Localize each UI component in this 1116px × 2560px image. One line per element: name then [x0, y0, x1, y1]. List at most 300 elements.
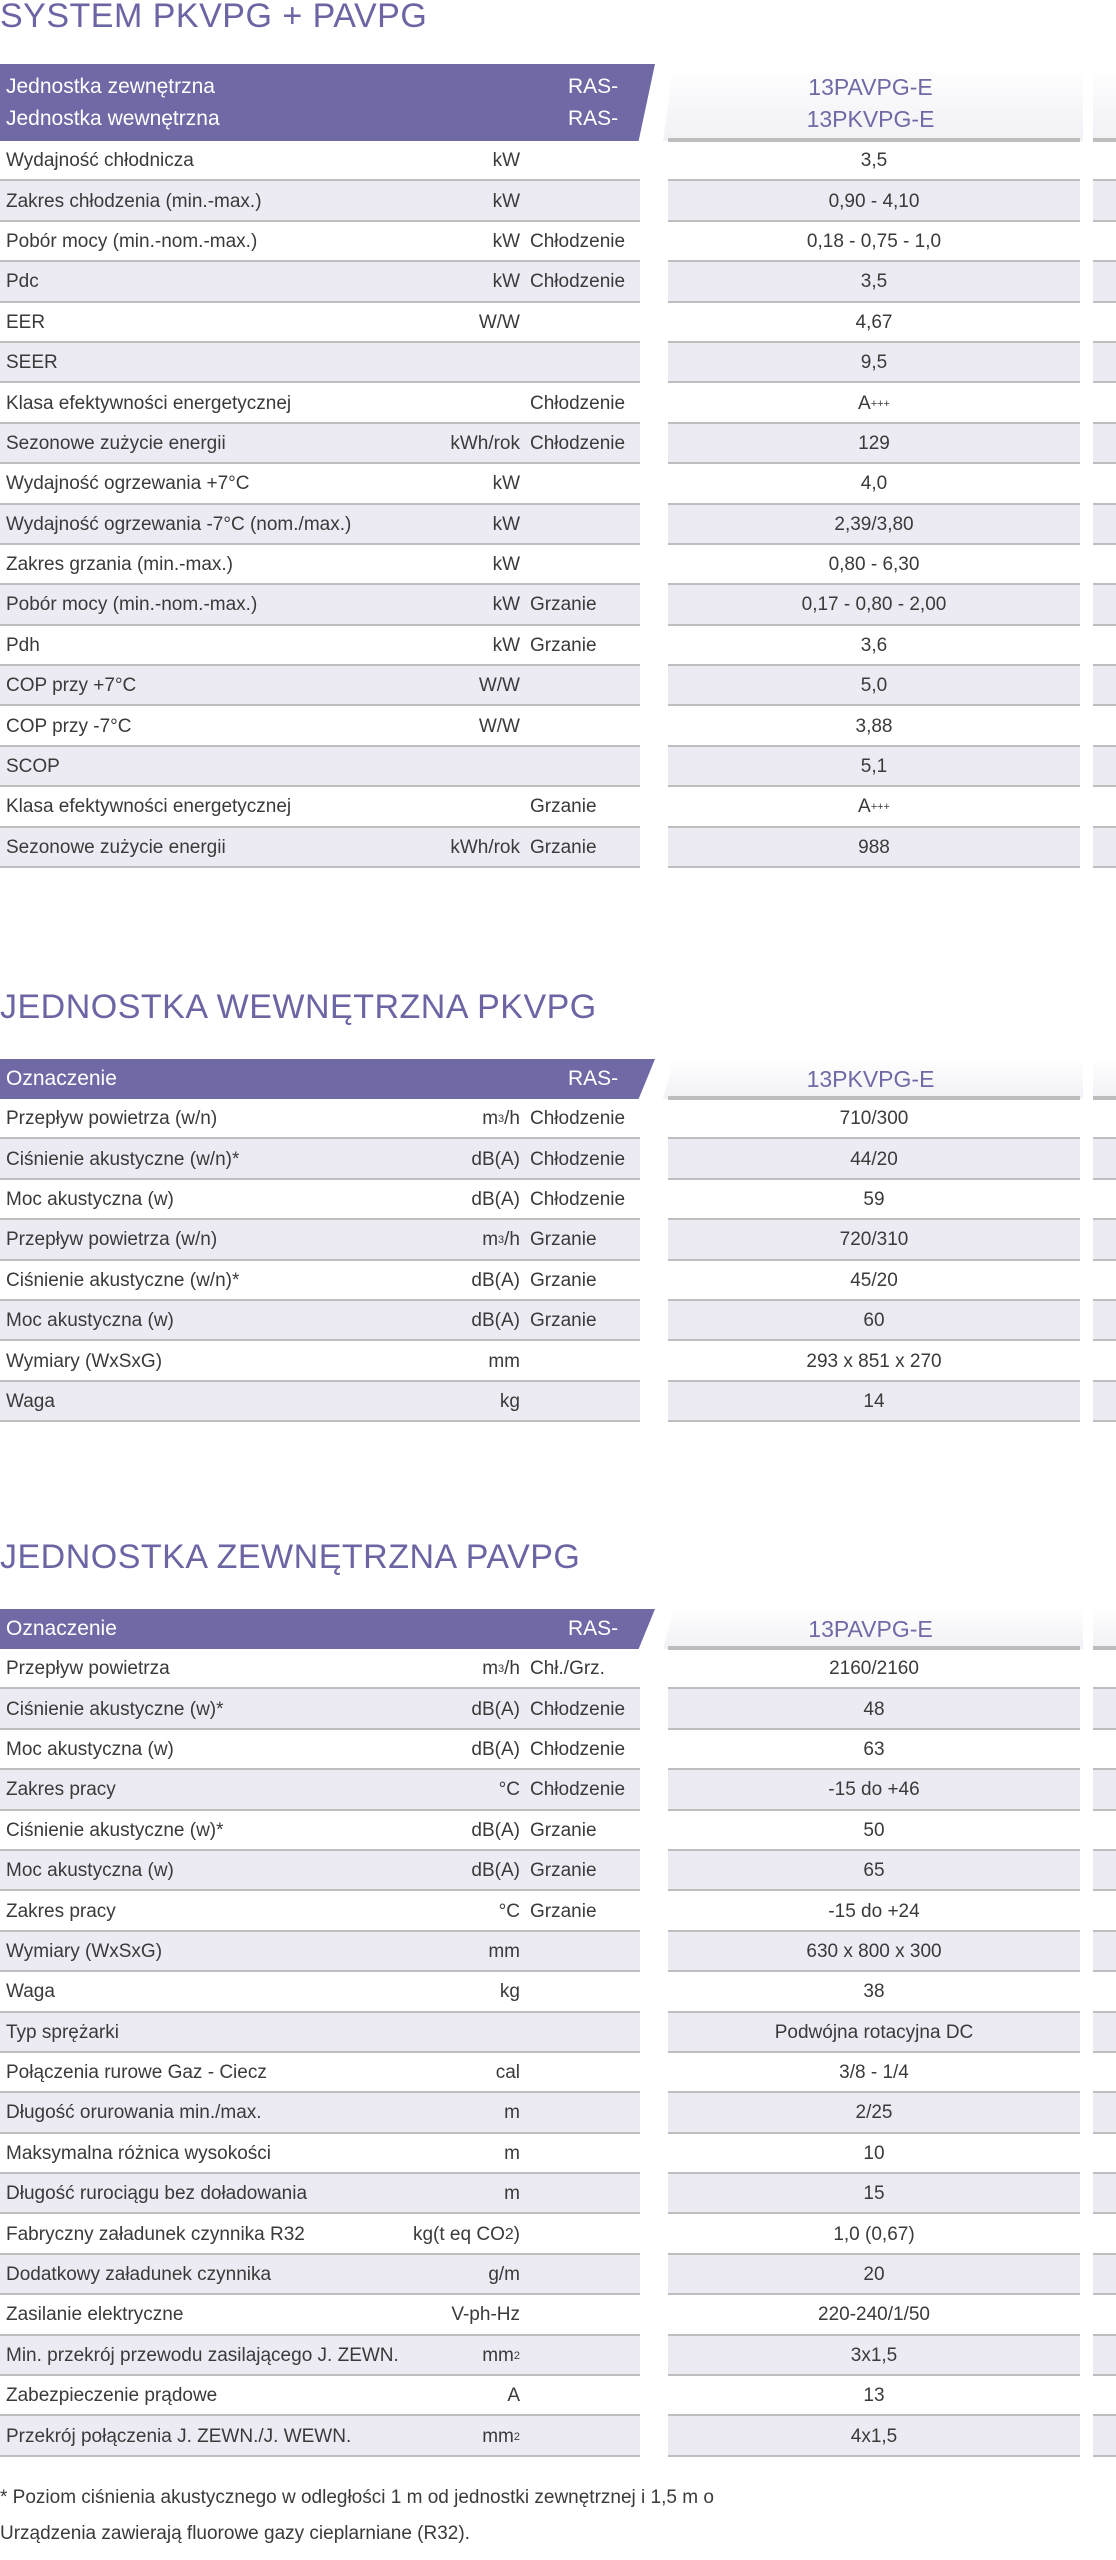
value-text: 50: [863, 1819, 885, 1841]
row-value: A +++: [858, 796, 890, 818]
table-row: [0, 2013, 1116, 2053]
row-unit: [380, 181, 520, 221]
row-label: Sezonowe zużycie energii: [6, 432, 226, 454]
row-unit: [380, 666, 520, 706]
row-value: [668, 1301, 1080, 1341]
row-value: [668, 2214, 1080, 2254]
row-label: Ciśnienie akustyczne (w/n)*: [6, 1269, 240, 1291]
value-text: -15 do +46: [828, 1779, 920, 1801]
row-unit: [380, 2214, 520, 2254]
unit-text: kW: [492, 554, 520, 576]
value-text: 0,17 - 0,80 - 2,00: [801, 594, 947, 616]
unit-text: W/W: [478, 675, 520, 697]
table-row: [0, 585, 1116, 625]
row-mode: [530, 747, 640, 787]
header-ras-indoor: RAS-: [568, 106, 619, 130]
row-mode: [530, 2013, 640, 2053]
table-row: [0, 2255, 1116, 2295]
row-unit: m 3 /h: [482, 1108, 520, 1130]
unit-text: kW: [492, 230, 520, 252]
row-mode: [530, 464, 640, 504]
row-value: [668, 343, 1080, 383]
header-model: 13PAVPG-E: [808, 1616, 933, 1642]
row-mode: [530, 1341, 640, 1381]
row-label: COP przy +7°C: [6, 675, 137, 697]
row-unit: [380, 1261, 520, 1301]
row-value: [668, 2255, 1080, 2295]
value-text: 5,0: [860, 675, 888, 697]
table-row: [0, 1301, 1116, 1341]
row-unit: [380, 1180, 520, 1220]
row-label: Ciśnienie akustyczne (w)*: [6, 1819, 224, 1841]
row-unit: [380, 2295, 520, 2335]
value-text: 38: [863, 1981, 885, 2003]
row-value: [668, 2376, 1080, 2416]
row-mode: [530, 2255, 640, 2295]
value-text: 0,90 - 4,10: [828, 190, 920, 212]
row-value: [668, 545, 1080, 585]
row-value: A +++: [858, 392, 890, 414]
header-model: 13PKVPG-E: [806, 1066, 935, 1092]
header-label: Oznaczenie: [6, 1617, 117, 1640]
row-value: [668, 1649, 1080, 1689]
row-unit: [380, 585, 520, 625]
row-mode: Grzanie: [530, 1819, 597, 1841]
unit-text: m: [504, 2183, 520, 2205]
value-text: 988: [858, 836, 890, 858]
footnote-acoustic: * Poziom ciśnienia akustycznego w odległości 1 m od jednostki zewnętrznej i 1,5 m o: [0, 2487, 714, 2508]
table-row: [0, 666, 1116, 706]
row-mode: [530, 1972, 640, 2012]
value-text: 1,0 (0,67): [833, 2223, 915, 2245]
row-label: Fabryczny załadunek czynnika R32: [6, 2223, 305, 2245]
row-value: [668, 303, 1080, 343]
table-header: [0, 1059, 1116, 1099]
table-row: [0, 1261, 1116, 1301]
row-label: Wydajność ogrzewania -7°C (nom./max.): [6, 513, 352, 535]
value-text: 4x1,5: [850, 2425, 898, 2447]
unit-text: kW: [492, 513, 520, 535]
row-unit: [380, 1770, 520, 1810]
row-label: Moc akustyczna (w): [6, 1860, 174, 1882]
row-unit: [380, 303, 520, 343]
value-text: 710/300: [839, 1108, 909, 1130]
row-value: [668, 1382, 1080, 1422]
row-value: [668, 1891, 1080, 1931]
row-mode: Grzanie: [530, 1229, 597, 1251]
unit-text: kg: [499, 1390, 520, 1412]
row-label: Pdh: [6, 634, 40, 656]
value-text: 10: [863, 2142, 885, 2164]
row-value: [668, 1180, 1080, 1220]
row-label: Przepływ powietrza (w/n): [6, 1229, 218, 1251]
table-row: [0, 1851, 1116, 1891]
unit-text: m: [504, 2142, 520, 2164]
table-row: [0, 545, 1116, 585]
value-text: 59: [863, 1188, 885, 1210]
row-value: [668, 666, 1080, 706]
row-unit: [380, 1972, 520, 2012]
row-mode: Chłodzenie: [530, 432, 626, 454]
value-text: 4,0: [860, 473, 888, 495]
value-text: 0,18 - 0,75 - 1,0: [806, 230, 942, 252]
row-value: [668, 1972, 1080, 2012]
row-mode: [530, 2093, 640, 2133]
table-row: [0, 2053, 1116, 2093]
value-text: 65: [863, 1860, 885, 1882]
row-mode: Chłodzenie: [530, 230, 626, 252]
row-label: Klasa efektywności energetycznej: [6, 796, 292, 818]
unit-text: m: [482, 1658, 499, 1680]
row-label: Moc akustyczna (w): [6, 1310, 174, 1332]
row-mode: Grzanie: [530, 796, 597, 818]
outdoor-spec-table: [0, 1609, 1116, 2457]
row-mode: [530, 141, 640, 181]
indoor-rows: [0, 1099, 1116, 1422]
row-mode: [530, 2336, 640, 2376]
row-unit: [380, 505, 520, 545]
value-text: 2160/2160: [829, 1658, 919, 1680]
row-unit: [380, 464, 520, 504]
value-text: 45/20: [850, 1269, 898, 1291]
table-row: [0, 2295, 1116, 2335]
unit-text: dB(A): [471, 1188, 520, 1210]
unit-text: g/m: [488, 2264, 520, 2286]
unit-text: W/W: [478, 715, 520, 737]
row-label: Zabezpieczenie prądowe: [6, 2385, 218, 2407]
table-row: [0, 2376, 1116, 2416]
value-text: 3,6: [860, 634, 888, 656]
table-row: [0, 222, 1116, 262]
value-text: 15: [863, 2183, 885, 2205]
row-unit: [380, 1891, 520, 1931]
row-unit: mm 2: [482, 2425, 520, 2447]
row-unit: [380, 2255, 520, 2295]
row-unit: [380, 1932, 520, 1972]
system-rows: [0, 141, 1116, 868]
unit-text: kg: [499, 1981, 520, 2003]
value-text: -15 do +24: [828, 1900, 920, 1922]
header-ras: RAS-: [568, 1617, 619, 1640]
unit-text: dB(A): [471, 1148, 520, 1170]
row-value: [668, 1689, 1080, 1729]
row-label: Maksymalna różnica wysokości: [6, 2142, 272, 2164]
value-text: 2,39/3,80: [834, 513, 914, 535]
unit-text: kW: [492, 150, 520, 172]
row-unit: [380, 1811, 520, 1851]
row-mode: [530, 1382, 640, 1422]
value-text: 3,5: [860, 150, 888, 172]
unit-text: dB(A): [471, 1698, 520, 1720]
row-label: Dodatkowy załadunek czynnika: [6, 2264, 272, 2286]
table-row: [0, 1972, 1116, 2012]
row-mode: [530, 2053, 640, 2093]
header-label-indoor: Jednostka wewnętrzna: [6, 106, 220, 130]
row-unit: [380, 262, 520, 302]
row-label: Przepływ powietrza: [6, 1658, 170, 1680]
unit-text: dB(A): [471, 1738, 520, 1760]
row-unit: [380, 787, 520, 827]
table-row: [0, 1689, 1116, 1729]
table-row: [0, 2174, 1116, 2214]
section-title-indoor: JEDNOSTKA WEWNĘTRZNA PKVPG: [0, 988, 597, 1026]
header-model-indoor: 13PKVPG-E: [806, 105, 935, 132]
unit-text: mm: [488, 1350, 520, 1372]
row-value: [668, 1341, 1080, 1381]
unit-text: mm: [482, 2425, 514, 2447]
unit-text: kW: [492, 190, 520, 212]
unit-text: kW: [492, 473, 520, 495]
row-mode: Chłodzenie: [530, 271, 626, 293]
unit-text: °C: [498, 1900, 520, 1922]
row-mode: [530, 2416, 640, 2456]
row-mode: Grzanie: [530, 594, 597, 616]
row-unit: [380, 828, 520, 868]
table-row: [0, 2134, 1116, 2174]
row-mode: [530, 666, 640, 706]
value-text: 13: [863, 2385, 885, 2407]
row-value: [668, 1811, 1080, 1851]
row-mode: [530, 1932, 640, 1972]
row-unit: [380, 2174, 520, 2214]
header-label: Oznaczenie: [6, 1067, 117, 1090]
table-row: [0, 2336, 1116, 2376]
row-unit: [380, 424, 520, 464]
unit-subscript: 2: [504, 2225, 514, 2243]
table-row: [0, 2214, 1116, 2254]
table-header: [0, 64, 1116, 141]
row-value: [668, 181, 1080, 221]
header-label-outdoor: Jednostka zewnętrzna: [6, 74, 215, 98]
value-text: 129: [858, 432, 890, 454]
row-unit: [380, 626, 520, 666]
row-label: Zakres pracy: [6, 1779, 116, 1801]
row-value: [668, 2053, 1080, 2093]
row-label: Zakres pracy: [6, 1900, 116, 1922]
row-label: Połączenia rurowe Gaz - Ciecz: [6, 2062, 267, 2084]
row-label: Wymiary (WxSxG): [6, 1350, 163, 1372]
row-mode: Grzanie: [530, 836, 597, 858]
row-value: [668, 747, 1080, 787]
row-unit: [380, 1341, 520, 1381]
value-text: 9,5: [860, 352, 888, 374]
unit-text: m: [504, 2102, 520, 2124]
unit-text: kWh/rok: [450, 432, 520, 454]
table-row: [0, 1341, 1116, 1381]
row-value: [668, 585, 1080, 625]
value-text: 20: [863, 2264, 885, 2286]
row-value: [668, 1139, 1080, 1179]
row-label: Długość rurociągu bez doładowania: [6, 2183, 308, 2205]
row-mode: Grzanie: [530, 1860, 597, 1882]
row-mode: Grzanie: [530, 1269, 597, 1291]
table-row: [0, 1811, 1116, 1851]
row-value: [668, 1730, 1080, 1770]
row-value: [668, 626, 1080, 666]
unit-text: W/W: [478, 311, 520, 333]
header-ras-outdoor: RAS-: [568, 74, 619, 98]
table-row: [0, 181, 1116, 221]
table-row: [0, 383, 1116, 423]
unit-text: dB(A): [471, 1310, 520, 1332]
table-row: [0, 424, 1116, 464]
row-label: Waga: [6, 1390, 55, 1412]
row-label: Ciśnienie akustyczne (w/n)*: [6, 1148, 240, 1170]
row-mode: Chłodzenie: [530, 1698, 626, 1720]
row-value: [668, 1220, 1080, 1260]
row-label: Przekrój połączenia J. ZEWN./J. WEWN.: [6, 2425, 352, 2447]
footnote-refrigerant: Urządzenia zawierają fluorowe gazy cieplarniane (R32).: [0, 2523, 470, 2544]
row-label: Wymiary (WxSxG): [6, 1940, 163, 1962]
row-value: [668, 828, 1080, 868]
row-mode: Grzanie: [530, 634, 597, 656]
value-text: 3/8 - 1/4: [839, 2062, 909, 2084]
row-label: Moc akustyczna (w): [6, 1738, 174, 1760]
table-row: [0, 1382, 1116, 1422]
row-unit: [380, 1301, 520, 1341]
unit-text: kW: [492, 594, 520, 616]
unit-text: kg(t eq CO: [412, 2223, 505, 2245]
row-label: Wydajność ogrzewania +7°C: [6, 473, 250, 495]
row-label: Zakres grzania (min.-max.): [6, 554, 233, 576]
table-row: [0, 343, 1116, 383]
row-value: [668, 2295, 1080, 2335]
row-value: [668, 2134, 1080, 2174]
row-label: Typ sprężarki: [6, 2021, 119, 2043]
row-label: Min. przekrój przewodu zasilającego J. ZEWN.: [6, 2344, 399, 2366]
row-mode: Chłodzenie: [530, 392, 626, 414]
row-unit: [380, 2134, 520, 2174]
table-row: [0, 828, 1116, 868]
row-unit: [380, 2093, 520, 2133]
table-row: [0, 1220, 1116, 1260]
unit-text: kWh/rok: [450, 836, 520, 858]
unit-text: °C: [498, 1779, 520, 1801]
unit-text: A: [507, 2385, 520, 2407]
row-label: Długość orurowania min./max.: [6, 2102, 262, 2124]
row-label: Klasa efektywności energetycznej: [6, 392, 292, 414]
row-mode: [530, 2376, 640, 2416]
table-row: [0, 1932, 1116, 1972]
value-text: 2/25: [855, 2102, 893, 2124]
row-unit: [380, 1382, 520, 1422]
table-row: [0, 1099, 1116, 1139]
row-unit: [380, 383, 520, 423]
row-unit: [380, 1851, 520, 1891]
table-row: [0, 1730, 1116, 1770]
row-value: [668, 2174, 1080, 2214]
value-text: 3,5: [860, 271, 888, 293]
row-value: [668, 141, 1080, 181]
unit-text: m: [482, 1108, 499, 1130]
section-title-system: SYSTEM PKVPG + PAVPG: [0, 0, 428, 35]
section-title-outdoor: JEDNOSTKA ZEWNĘTRZNA PAVPG: [0, 1538, 581, 1576]
row-value: [668, 706, 1080, 746]
row-unit: [380, 222, 520, 262]
row-label: Zasilanie elektryczne: [6, 2304, 184, 2326]
row-label: SEER: [6, 352, 58, 374]
unit-suffix: /h: [504, 1658, 520, 1680]
value-text: A: [858, 796, 871, 818]
table-row: [0, 464, 1116, 504]
table-row: [0, 1891, 1116, 1931]
row-value: [668, 1932, 1080, 1972]
unit-text: cal: [495, 2062, 520, 2084]
table-row: [0, 141, 1116, 181]
value-text: 63: [863, 1738, 885, 1760]
row-unit: m 3 /h: [482, 1658, 520, 1680]
table-row: [0, 706, 1116, 746]
row-mode: [530, 2174, 640, 2214]
value-text: 44/20: [850, 1148, 898, 1170]
row-mode: [530, 505, 640, 545]
row-mode: Grzanie: [530, 1310, 597, 1332]
row-label: Waga: [6, 1981, 55, 2003]
value-text: 5,1: [860, 756, 888, 778]
unit-text: dB(A): [471, 1819, 520, 1841]
system-spec-table: [0, 64, 1116, 868]
table-row: [0, 2416, 1116, 2456]
value-text: 48: [863, 1698, 885, 1720]
row-value: [668, 1261, 1080, 1301]
table-row: [0, 1180, 1116, 1220]
row-unit: m 3 /h: [482, 1229, 520, 1251]
table-row: [0, 303, 1116, 343]
table-row: [0, 505, 1116, 545]
row-unit: [380, 706, 520, 746]
unit-suffix: /h: [504, 1229, 520, 1251]
unit-text: dB(A): [471, 1269, 520, 1291]
row-unit: [380, 1730, 520, 1770]
row-unit: [380, 1139, 520, 1179]
row-label: SCOP: [6, 756, 60, 778]
row-mode: Chłodzenie: [530, 1188, 626, 1210]
table-header: [0, 1609, 1116, 1649]
row-label: Pobór mocy (min.-nom.-max.): [6, 594, 258, 616]
row-mode: [530, 303, 640, 343]
row-label: Zakres chłodzenia (min.-max.): [6, 190, 262, 212]
unit-text: m: [482, 1229, 499, 1251]
row-label: Sezonowe zużycie energii: [6, 836, 226, 858]
row-value: [668, 2013, 1080, 2053]
row-mode: Grzanie: [530, 1900, 597, 1922]
row-unit: mm 2: [482, 2344, 520, 2366]
row-label: Moc akustyczna (w): [6, 1188, 174, 1210]
unit-text: V-ph-Hz: [451, 2304, 520, 2326]
row-value: [668, 1099, 1080, 1139]
row-label: EER: [6, 311, 46, 333]
row-unit: [380, 2376, 520, 2416]
outdoor-rows: [0, 1649, 1116, 2457]
row-mode: [530, 181, 640, 221]
row-value: [668, 505, 1080, 545]
row-mode: Chłodzenie: [530, 1108, 626, 1130]
table-row: [0, 1649, 1116, 1689]
row-label: Ciśnienie akustyczne (w)*: [6, 1698, 224, 1720]
unit-suffix: ): [513, 2223, 520, 2245]
value-text: 3x1,5: [850, 2344, 898, 2366]
table-row: [0, 1139, 1116, 1179]
row-mode: [530, 2214, 640, 2254]
row-value: [668, 222, 1080, 262]
row-mode: Chłodzenie: [530, 1148, 626, 1170]
indoor-spec-table: [0, 1059, 1116, 1422]
row-value: [668, 2416, 1080, 2456]
row-unit: [380, 141, 520, 181]
value-text: 4,67: [855, 311, 893, 333]
unit-text: dB(A): [471, 1860, 520, 1882]
header-ras: RAS-: [568, 1067, 619, 1090]
